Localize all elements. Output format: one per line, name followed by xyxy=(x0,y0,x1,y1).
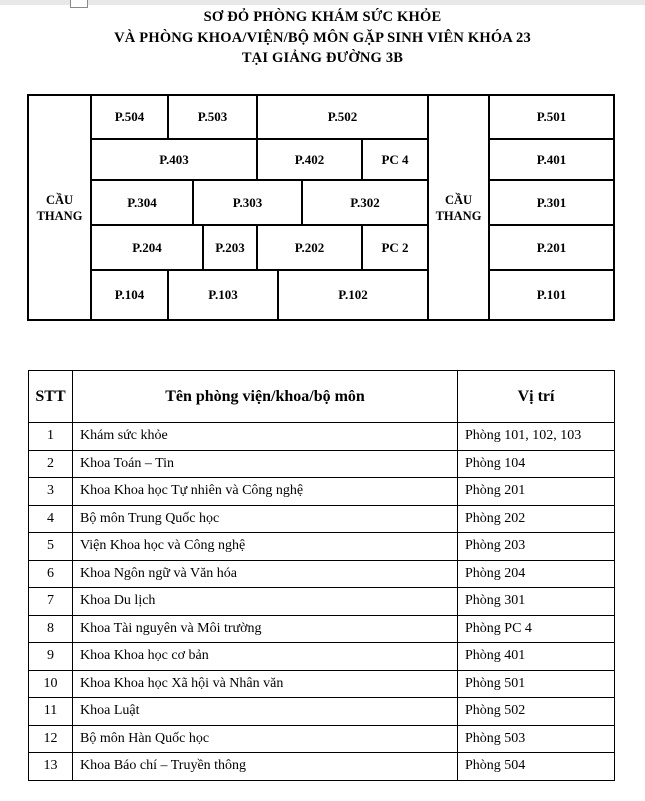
room-P.203: P.203 xyxy=(203,225,257,270)
table-row xyxy=(29,450,615,478)
room-P.503: P.503 xyxy=(168,95,257,139)
room-P.502: P.502 xyxy=(257,95,428,139)
cell-stt: 11 xyxy=(29,698,73,726)
room-P.204: P.204 xyxy=(91,225,203,270)
cell-name: Khoa Ngôn ngữ và Văn hóa xyxy=(73,560,458,588)
cell-name: Khoa Khoa học Tự nhiên và Công nghệ xyxy=(73,478,458,506)
cell-name: Khoa Báo chí – Truyền thông xyxy=(73,753,458,781)
cell-name: Khoa Khoa học Xã hội và Nhân văn xyxy=(73,670,458,698)
room-P.304: P.304 xyxy=(91,180,193,225)
header-name: Tên phòng viện/khoa/bộ môn xyxy=(73,371,458,423)
table-row xyxy=(29,588,615,616)
room-P.202: P.202 xyxy=(257,225,362,270)
cell-location: Phòng 502 xyxy=(458,698,615,726)
table-row xyxy=(29,698,615,726)
room-P.302: P.302 xyxy=(302,180,428,225)
stairwell-left: CẦU THANG xyxy=(28,95,91,320)
cell-location: Phòng 501 xyxy=(458,670,615,698)
cell-name: Khoa Du lịch xyxy=(73,588,458,616)
cell-stt: 3 xyxy=(29,478,73,506)
document-title xyxy=(0,7,645,69)
cell-location: Phòng 104 xyxy=(458,450,615,478)
room-P.104: P.104 xyxy=(91,270,168,320)
department-table xyxy=(28,370,615,781)
cell-location: Phòng 204 xyxy=(458,560,615,588)
room-P.402: P.402 xyxy=(257,139,362,180)
cell-stt: 5 xyxy=(29,533,73,561)
title-line-2: VÀ PHÒNG KHOA/VIỆN/BỘ MÔN GẶP SINH VIÊN KHÓA 23 xyxy=(114,29,531,46)
cell-name: Khoa Khoa học cơ bản xyxy=(73,643,458,671)
cell-stt: 10 xyxy=(29,670,73,698)
table-header-row xyxy=(29,371,615,423)
cell-name: Viện Khoa học và Công nghệ xyxy=(73,533,458,561)
table-row xyxy=(29,560,615,588)
cell-stt: 4 xyxy=(29,505,73,533)
table-row xyxy=(29,643,615,671)
room-PC-2: PC 2 xyxy=(362,225,428,270)
cell-name: Khoa Tài nguyên và Môi trường xyxy=(73,615,458,643)
table-row xyxy=(29,725,615,753)
cell-stt: 7 xyxy=(29,588,73,616)
table-body xyxy=(29,423,615,781)
room-P.102: P.102 xyxy=(278,270,428,320)
cell-stt: 8 xyxy=(29,615,73,643)
table-row xyxy=(29,478,615,506)
floor-plan xyxy=(28,95,614,320)
cell-stt: 6 xyxy=(29,560,73,588)
cell-location: Phòng 401 xyxy=(458,643,615,671)
table-row xyxy=(29,505,615,533)
cell-location: Phòng 301 xyxy=(458,588,615,616)
stairwell-right: CẦU THANG xyxy=(428,95,489,320)
room-P.101: P.101 xyxy=(489,270,614,320)
cell-name: Khoa Luật xyxy=(73,698,458,726)
room-P.201: P.201 xyxy=(489,225,614,270)
room-P.301: P.301 xyxy=(489,180,614,225)
room-P.403: P.403 xyxy=(91,139,257,180)
room-P.501: P.501 xyxy=(489,95,614,139)
cell-location: Phòng 203 xyxy=(458,533,615,561)
header-location: Vị trí xyxy=(458,371,615,423)
cell-stt: 1 xyxy=(29,423,73,451)
title-line-3: TẠI GIẢNG ĐƯỜNG 3B xyxy=(241,50,404,66)
cell-stt: 12 xyxy=(29,725,73,753)
table-row xyxy=(29,423,615,451)
header-stt: STT xyxy=(29,371,73,423)
room-P.401: P.401 xyxy=(489,139,614,180)
room-P.303: P.303 xyxy=(193,180,302,225)
title-line-1: SƠ ĐỎ PHÒNG KHÁM SỨC KHỎE xyxy=(203,9,442,25)
room-P.504: P.504 xyxy=(91,95,168,139)
cell-location: Phòng 201 xyxy=(458,478,615,506)
table-row xyxy=(29,615,615,643)
cell-location: Phòng 503 xyxy=(458,725,615,753)
cell-location: Phòng 504 xyxy=(458,753,615,781)
table-row xyxy=(29,753,615,781)
cell-name: Bộ môn Trung Quốc học xyxy=(73,505,458,533)
table-row xyxy=(29,533,615,561)
cell-stt: 13 xyxy=(29,753,73,781)
cell-name: Khoa Toán – Tin xyxy=(73,450,458,478)
cell-stt: 2 xyxy=(29,450,73,478)
cell-stt: 9 xyxy=(29,643,73,671)
room-P.103: P.103 xyxy=(168,270,278,320)
table-row xyxy=(29,670,615,698)
room-PC-4: PC 4 xyxy=(362,139,428,180)
cell-location: Phòng 202 xyxy=(458,505,615,533)
cell-name: Bộ môn Hàn Quốc học xyxy=(73,725,458,753)
cell-name: Khám sức khỏe xyxy=(73,423,458,451)
cell-location: Phòng 101, 102, 103 xyxy=(458,423,615,451)
cell-location: Phòng PC 4 xyxy=(458,615,615,643)
page-top-strip xyxy=(0,0,645,5)
